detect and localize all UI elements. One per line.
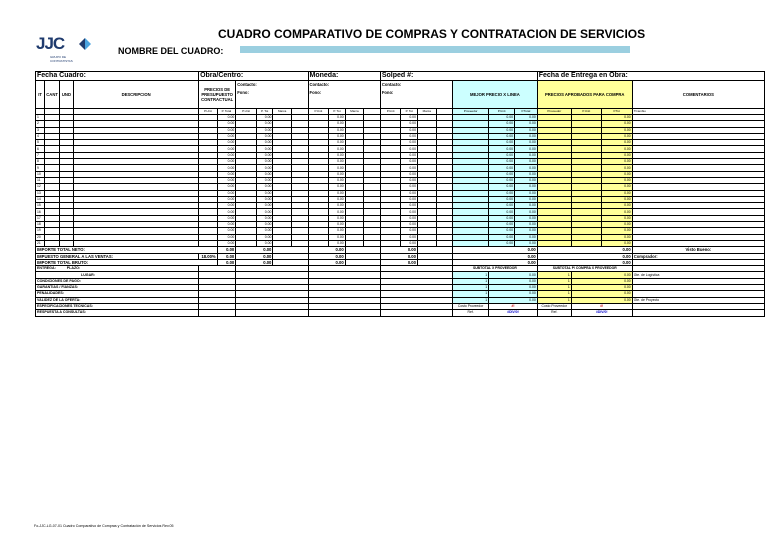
row-number: 2 [36,121,45,127]
logo-mark: JJC [36,34,65,53]
row-number: 6 [36,146,45,152]
row-number: 18 [36,222,45,228]
condition-row: CONDICIONES DE PAGO: 1 0.00 1 0.00 [36,278,765,284]
table-row: 18 0.00 0.00 0.00 0.00 0.00 0.00 0.00 [36,222,765,228]
col-descripcion: DESCRIPCION [74,81,199,109]
table-row: 2 0.00 0.00 0.00 0.00 0.00 0.00 0.00 [36,121,765,127]
table-row: 1 0.00 0.00 0.00 0.00 0.00 0.00 0.00 [36,115,765,121]
condition-row: ENTREGA: PLAZO: SUBTOTAL X PROVEEDOR SUBTOTAL P/ COMPRA X PROVEEDOR [36,266,765,272]
comparison-table [35,71,765,317]
total-neto-row: IMPORTE TOTAL NETO: 0.00 0.00 0.00 0.00 0.00 0.00 Visto Bueno: [36,247,765,253]
fecha-entrega-label: Fecha de Entrega en Obra: [537,72,764,81]
document-title: CUADRO COMPARATIVO DE COMPRAS Y CONTRATACION DE SERVICIOS [218,27,646,41]
row-number: 5 [36,140,45,146]
conditions-rows [36,266,765,316]
table-row: 8 0.00 0.00 0.00 0.00 0.00 0.00 0.00 [36,159,765,165]
row-number: 9 [36,165,45,171]
table-row: 16 0.00 0.00 0.00 0.00 0.00 0.00 0.00 [36,209,765,215]
table-row: 17 0.00 0.00 0.00 0.00 0.00 0.00 0.00 [36,215,765,221]
table-row: 13 0.00 0.00 0.00 0.00 0.00 0.00 0.00 [36,190,765,196]
row-number: 16 [36,209,45,215]
table-row: 15 0.00 0.00 0.00 0.00 0.00 0.00 0.00 [36,203,765,209]
table-row: 11 0.00 0.00 0.00 0.00 0.00 0.00 0.00 [36,177,765,183]
solped-label: Solped #: [380,72,537,81]
supplier-3-contact: Contacto: Fono: [380,81,452,109]
moneda-label: Moneda: [308,72,380,81]
row-number: 12 [36,184,45,190]
name-input-bar[interactable] [240,46,630,53]
condition-row: PENALIDADES: 1 0.00 1 0.00 [36,291,765,297]
col-mejor-precio: MEJOR PRECIO X LINEA [453,81,538,109]
total-bruto-row: IMPORTE TOTAL BRUTO: 0.00 0.00 0.00 0.00 0.00 0.00 [36,259,765,265]
table-row: 6 0.00 0.00 0.00 0.00 0.00 0.00 0.00 [36,146,765,152]
row-number: 1 [36,115,45,121]
obra-centro-label: Obra/Centro: [199,72,308,81]
col-presupuesto: PRECIOS DE PRESUPUESTO CONTRACTUAL [199,81,236,109]
row-number: 11 [36,177,45,183]
condition-row: LUGAR: 1 0.00 1 0.00 Gte. de Logística [36,272,765,278]
table-row: 7 0.00 0.00 0.00 0.00 0.00 0.00 0.00 [36,152,765,158]
col-it: IT [36,81,45,109]
company-logo [36,34,98,70]
logo-diamond-icon [77,37,93,51]
row-number: 10 [36,171,45,177]
supplier-1-contact: Contacto: Fono: [236,81,308,109]
row-number: 17 [36,215,45,221]
table-row: 14 0.00 0.00 0.00 0.00 0.00 0.00 0.00 [36,196,765,202]
logo-subtitle: GRUPO DE CONTRATISTAS [50,55,73,63]
table-row: 10 0.00 0.00 0.00 0.00 0.00 0.00 0.00 [36,171,765,177]
table-row: 12 0.00 0.00 0.00 0.00 0.00 0.00 0.00 [36,184,765,190]
subheader-row: P.Unit P. Total P.Unit P. Tot Marca P.Unit P. Tot Marca P.Unit P. Tot Marca Proveedor P.Unit P.Total Proveedor P.Unit P.Tot TCambio [36,109,765,115]
row-number: 15 [36,203,45,209]
table-row: 3 0.00 0.00 0.00 0.00 0.00 0.00 0.00 [36,127,765,133]
row-number: 3 [36,127,45,133]
col-precios-aprobados: PRECIOS APROBADOS PARA COMPRA [537,81,632,109]
table-row: 19 0.00 0.00 0.00 0.00 0.00 0.00 0.00 [36,228,765,234]
condition-row: VALIDEZ DE LA OFERTA: 1 0.00 1 0.00 Gte. de Proyecto [36,297,765,303]
row-number: 19 [36,228,45,234]
condition-row: RESPUESTA A CONSULTAS: Ref. #DIV/0! Ref. #DIV/0! [36,310,765,316]
column-header-row [36,81,765,109]
table-row: 20 0.00 0.00 0.00 0.00 0.00 0.00 0.00 [36,234,765,240]
condition-row: ESPECIFICACIONES TECNICAS: Costo Proveedor #! Costo Proveedor #! [36,303,765,309]
row-number: 20 [36,234,45,240]
table-row: 21 0.00 0.00 0.00 0.00 0.00 0.00 0.00 [36,240,765,246]
fecha-cuadro-label: Fecha Cuadro: [36,72,199,81]
row-number: 14 [36,196,45,202]
condition-row: GARANTIAS / FIANZAS: 1 0.00 1 0.00 [36,285,765,291]
table-row: 9 0.00 0.00 0.00 0.00 0.00 0.00 0.00 [36,165,765,171]
footer-reference: Fo-JJC-LG-07-01 Cuadro Comparativo de Compras y Contratación de Servicios Rev.05 [34,524,174,528]
table-row: 4 0.00 0.00 0.00 0.00 0.00 0.00 0.00 [36,133,765,139]
row-number: 13 [36,190,45,196]
row-number: 21 [36,240,45,246]
row-number: 7 [36,152,45,158]
row-number: 4 [36,133,45,139]
item-rows [36,115,765,247]
igv-row: IMPUESTO GENERAL A LAS VENTAS: 18.00% 0.00 0.00 0.00 0.00 0.00 0.00 Comprador: [36,253,765,259]
name-label: NOMBRE DEL CUADRO: [118,46,224,56]
col-cant: CANT [45,81,59,109]
table-row: 5 0.00 0.00 0.00 0.00 0.00 0.00 0.00 [36,140,765,146]
col-comentarios: COMENTARIOS [632,81,764,109]
row-number: 8 [36,159,45,165]
supplier-2-contact: Contacto: Fono: [308,81,380,109]
col-und: UND [59,81,73,109]
header-row [36,72,765,81]
